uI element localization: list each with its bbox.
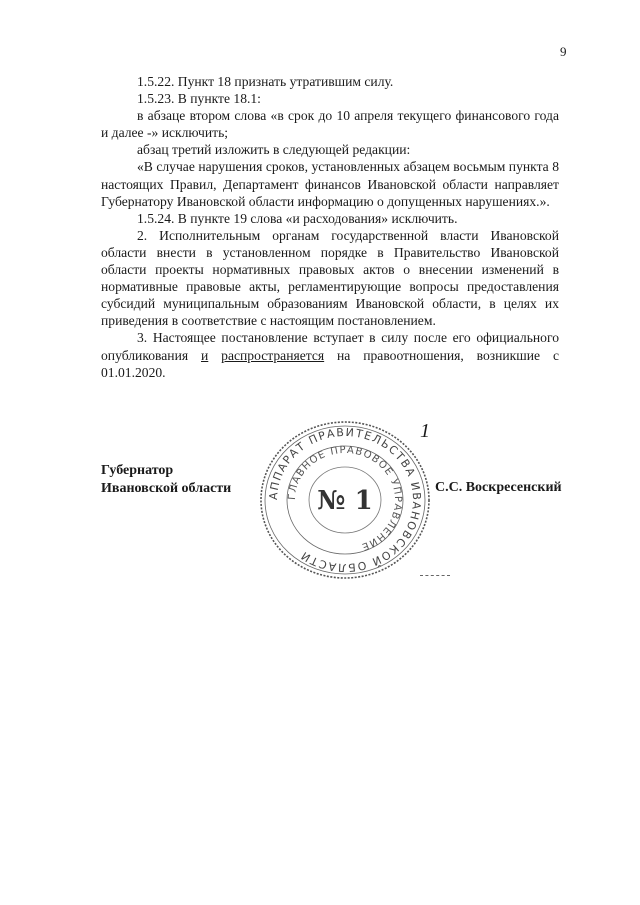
signatory-title-line1: Губернатор [101,463,174,478]
paragraph-abzac-vtoroy: в абзаце втором слова «в срок до 10 апреля текущего финансового года и далее -» исключить; [101,108,559,141]
signatory-title-line2: Ивановской области [101,481,232,496]
paragraph-1-5-23: 1.5.23. В пункте 18.1: [137,91,261,107]
signature-dash [420,575,450,577]
signatory-name: С.С. Воскресенский [435,480,562,495]
underlined-i: и [201,347,209,363]
paragraph-new-wording: «В случае нарушения сроков, установленных абзацем восьмым пункта 8 настоящих Правил, Департамент финансов Ивановской области направляет Губернатору Ивановской области информацию о допущенных нарушениях.». [101,159,559,209]
seal-outer-text: АППАРАТ ПРАВИТЕЛЬСТВА ИВАНОВСКОЙ ОБЛАСТИ [266,425,424,575]
official-seal [255,415,435,585]
handwritten-mark: 1 [420,420,430,442]
paragraph-2: 2. Исполнительным органам государственной власти Ивановской области внести в установленном порядке в Правительство Ивановской области проекты нормативных правовых актов о внесении изменений в нормативные правовые акты, регламентирующие вопросы предоставления субсидий муниципальным образованиям Ивановской области, в целях их приведения в соответствие с настоящим постановлением. [101,227,559,329]
seal-inner-text: ГЛАВНОЕ ПРАВОВОЕ УПРАВЛЕНИЕ [286,444,404,553]
document-body [101,73,559,381]
paragraph-abzac-tretiy: абзац третий изложить в следующей редакции: [137,142,411,158]
paragraph-1-5-24: 1.5.24. В пункте 19 слова «и расходования» исключить. [137,210,458,226]
signatory-title [101,462,231,498]
page-number: 9 [560,44,567,59]
paragraph-3: 3. Настоящее постановление вступает в силу после его официального опубликования и распространяется на правоотношения, возникшие с 01.01.2020. [101,330,559,380]
paragraph-1-5-22: 1.5.22. Пункт 18 признать утратившим силу. [137,74,394,89]
seal-center-number: № 1 [317,486,373,516]
underlined-rasprostranyaetsya: распространяется [221,347,325,363]
